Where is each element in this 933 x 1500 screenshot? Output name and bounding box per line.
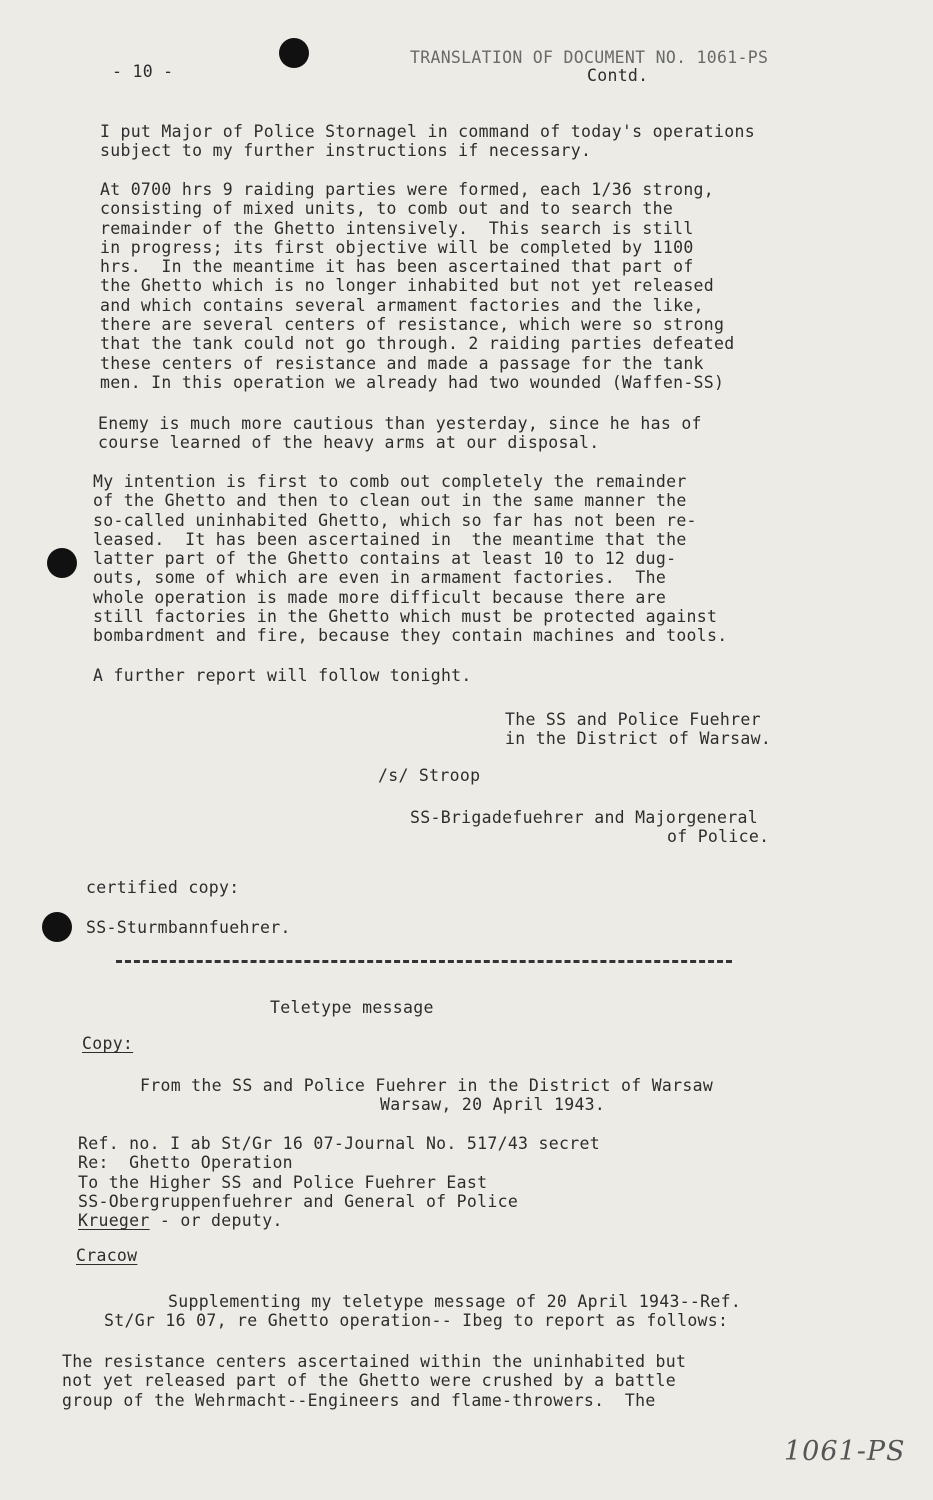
text-line: SS-Obergruppenfuehrer and General of Police bbox=[78, 1191, 519, 1211]
paragraph-1 bbox=[100, 122, 755, 161]
rank-block bbox=[410, 808, 769, 847]
supplement-paragraph bbox=[104, 1292, 741, 1331]
text-line: Enemy is much more cautious than yesterday, since he has of bbox=[98, 414, 702, 433]
handwritten-document-number: 1061-PS bbox=[784, 1436, 906, 1467]
dashed-divider bbox=[116, 960, 732, 963]
text-line: hrs. In the meantime it has been ascertained that part of bbox=[100, 257, 694, 277]
text-line: there are several centers of resistance, which were so strong bbox=[100, 315, 725, 335]
text-line: I put Major of Police Stornagel in command of today's operations bbox=[100, 122, 755, 141]
text-line: Warsaw, 20 April 1943. bbox=[380, 1095, 606, 1115]
text-line: bombardment and fire, because they contain machines and tools. bbox=[93, 626, 728, 646]
text-line: Ref. no. I ab St/Gr 16 07-Journal No. 517/43 secret bbox=[78, 1134, 600, 1153]
text-line: To the Higher SS and Police Fuehrer East bbox=[78, 1172, 488, 1192]
text-line: whole operation is made more difficult because there are bbox=[93, 587, 667, 607]
text-line: of the Ghetto and then to clean out in the same manner the bbox=[93, 491, 687, 511]
text-line: The resistance centers ascertained within the uninhabited but bbox=[62, 1352, 687, 1371]
text-line: consisting of mixed units, to comb out and to search the bbox=[100, 199, 674, 219]
text-line: men. In this operation we already had two wounded (Waffen-SS) bbox=[100, 372, 725, 392]
krueger-tail: - or deputy. bbox=[149, 1211, 283, 1231]
paragraph-2 bbox=[100, 180, 735, 392]
punch-hole-top bbox=[279, 38, 309, 68]
text-line: From the SS and Police Fuehrer in the District of Warsaw bbox=[140, 1076, 714, 1095]
text-line: Re: Ghetto Operation bbox=[78, 1153, 293, 1173]
page-number: - 10 - bbox=[112, 62, 174, 81]
text-line bbox=[78, 1211, 600, 1230]
text-line: latter part of the Ghetto contains at least 10 to 12 dug- bbox=[93, 549, 677, 569]
paragraph-4 bbox=[93, 472, 728, 646]
text-line: in the District of Warsaw. bbox=[505, 729, 772, 749]
paragraph-3 bbox=[98, 414, 702, 453]
copy-label: Copy: bbox=[82, 1034, 134, 1053]
text-line: of Police. bbox=[667, 827, 770, 847]
text-line: leased. It has been ascertained in the meantime that the bbox=[93, 529, 687, 549]
punch-hole-bottom bbox=[42, 912, 72, 942]
text-line: SS-Brigadefuehrer and Majorgeneral bbox=[410, 808, 758, 827]
text-line: these centers of resistance and made a passage for the tank bbox=[100, 353, 704, 373]
punch-hole-middle bbox=[47, 548, 77, 578]
reference-block bbox=[78, 1134, 600, 1230]
text-line: remainder of the Ghetto intensively. This search is still bbox=[100, 218, 694, 238]
text-line: so-called uninhabited Ghetto, which so far has not been re- bbox=[93, 510, 697, 530]
text-line: St/Gr 16 07, re Ghetto operation-- Ibeg to report as follows: bbox=[104, 1311, 729, 1331]
text-line: At 0700 hrs 9 raiding parties were formed, each 1/36 strong, bbox=[100, 180, 715, 199]
text-line: still factories in the Ghetto which must be protected against bbox=[93, 607, 718, 627]
document-title: TRANSLATION OF DOCUMENT NO. 1061-PS bbox=[410, 48, 769, 67]
text-line: The SS and Police Fuehrer bbox=[505, 710, 761, 729]
text-line: outs, some of which are even in armament factories. The bbox=[93, 568, 667, 588]
closing-paragraph bbox=[62, 1352, 686, 1410]
teletype-heading: Teletype message bbox=[270, 998, 434, 1017]
text-line: Supplementing my teletype message of 20 April 1943--Ref. bbox=[168, 1292, 742, 1311]
sturmbannfuehrer-label: SS-Sturmbannfuehrer. bbox=[86, 918, 291, 937]
text-line: and which contains several armament factories and the like, bbox=[100, 295, 704, 315]
signature-block bbox=[505, 710, 771, 749]
signed-stroop: /s/ Stroop bbox=[378, 766, 481, 785]
text-line: that the tank could not go through. 2 raiding parties defeated bbox=[100, 334, 735, 354]
text-line: My intention is first to comb out completely the remainder bbox=[93, 472, 687, 491]
text-line: course learned of the heavy arms at our disposal. bbox=[98, 433, 600, 453]
cracow-label: Cracow bbox=[76, 1246, 138, 1265]
text-line: in progress; its first objective will be completed by 1100 bbox=[100, 237, 694, 257]
text-line: subject to my further instructions if necessary. bbox=[100, 141, 592, 161]
paragraph-5: A further report will follow tonight. bbox=[93, 666, 472, 685]
certified-copy-label: certified copy: bbox=[86, 878, 240, 897]
text-line: group of the Wehrmacht--Engineers and flame-throwers. The bbox=[62, 1390, 656, 1410]
text-line: the Ghetto which is no longer inhabited but not yet released bbox=[100, 276, 715, 296]
continued-label: Contd. bbox=[587, 66, 649, 85]
from-block bbox=[140, 1076, 713, 1115]
text-line: not yet released part of the Ghetto were crushed by a battle bbox=[62, 1371, 677, 1391]
krueger-name: Krueger bbox=[78, 1211, 150, 1231]
